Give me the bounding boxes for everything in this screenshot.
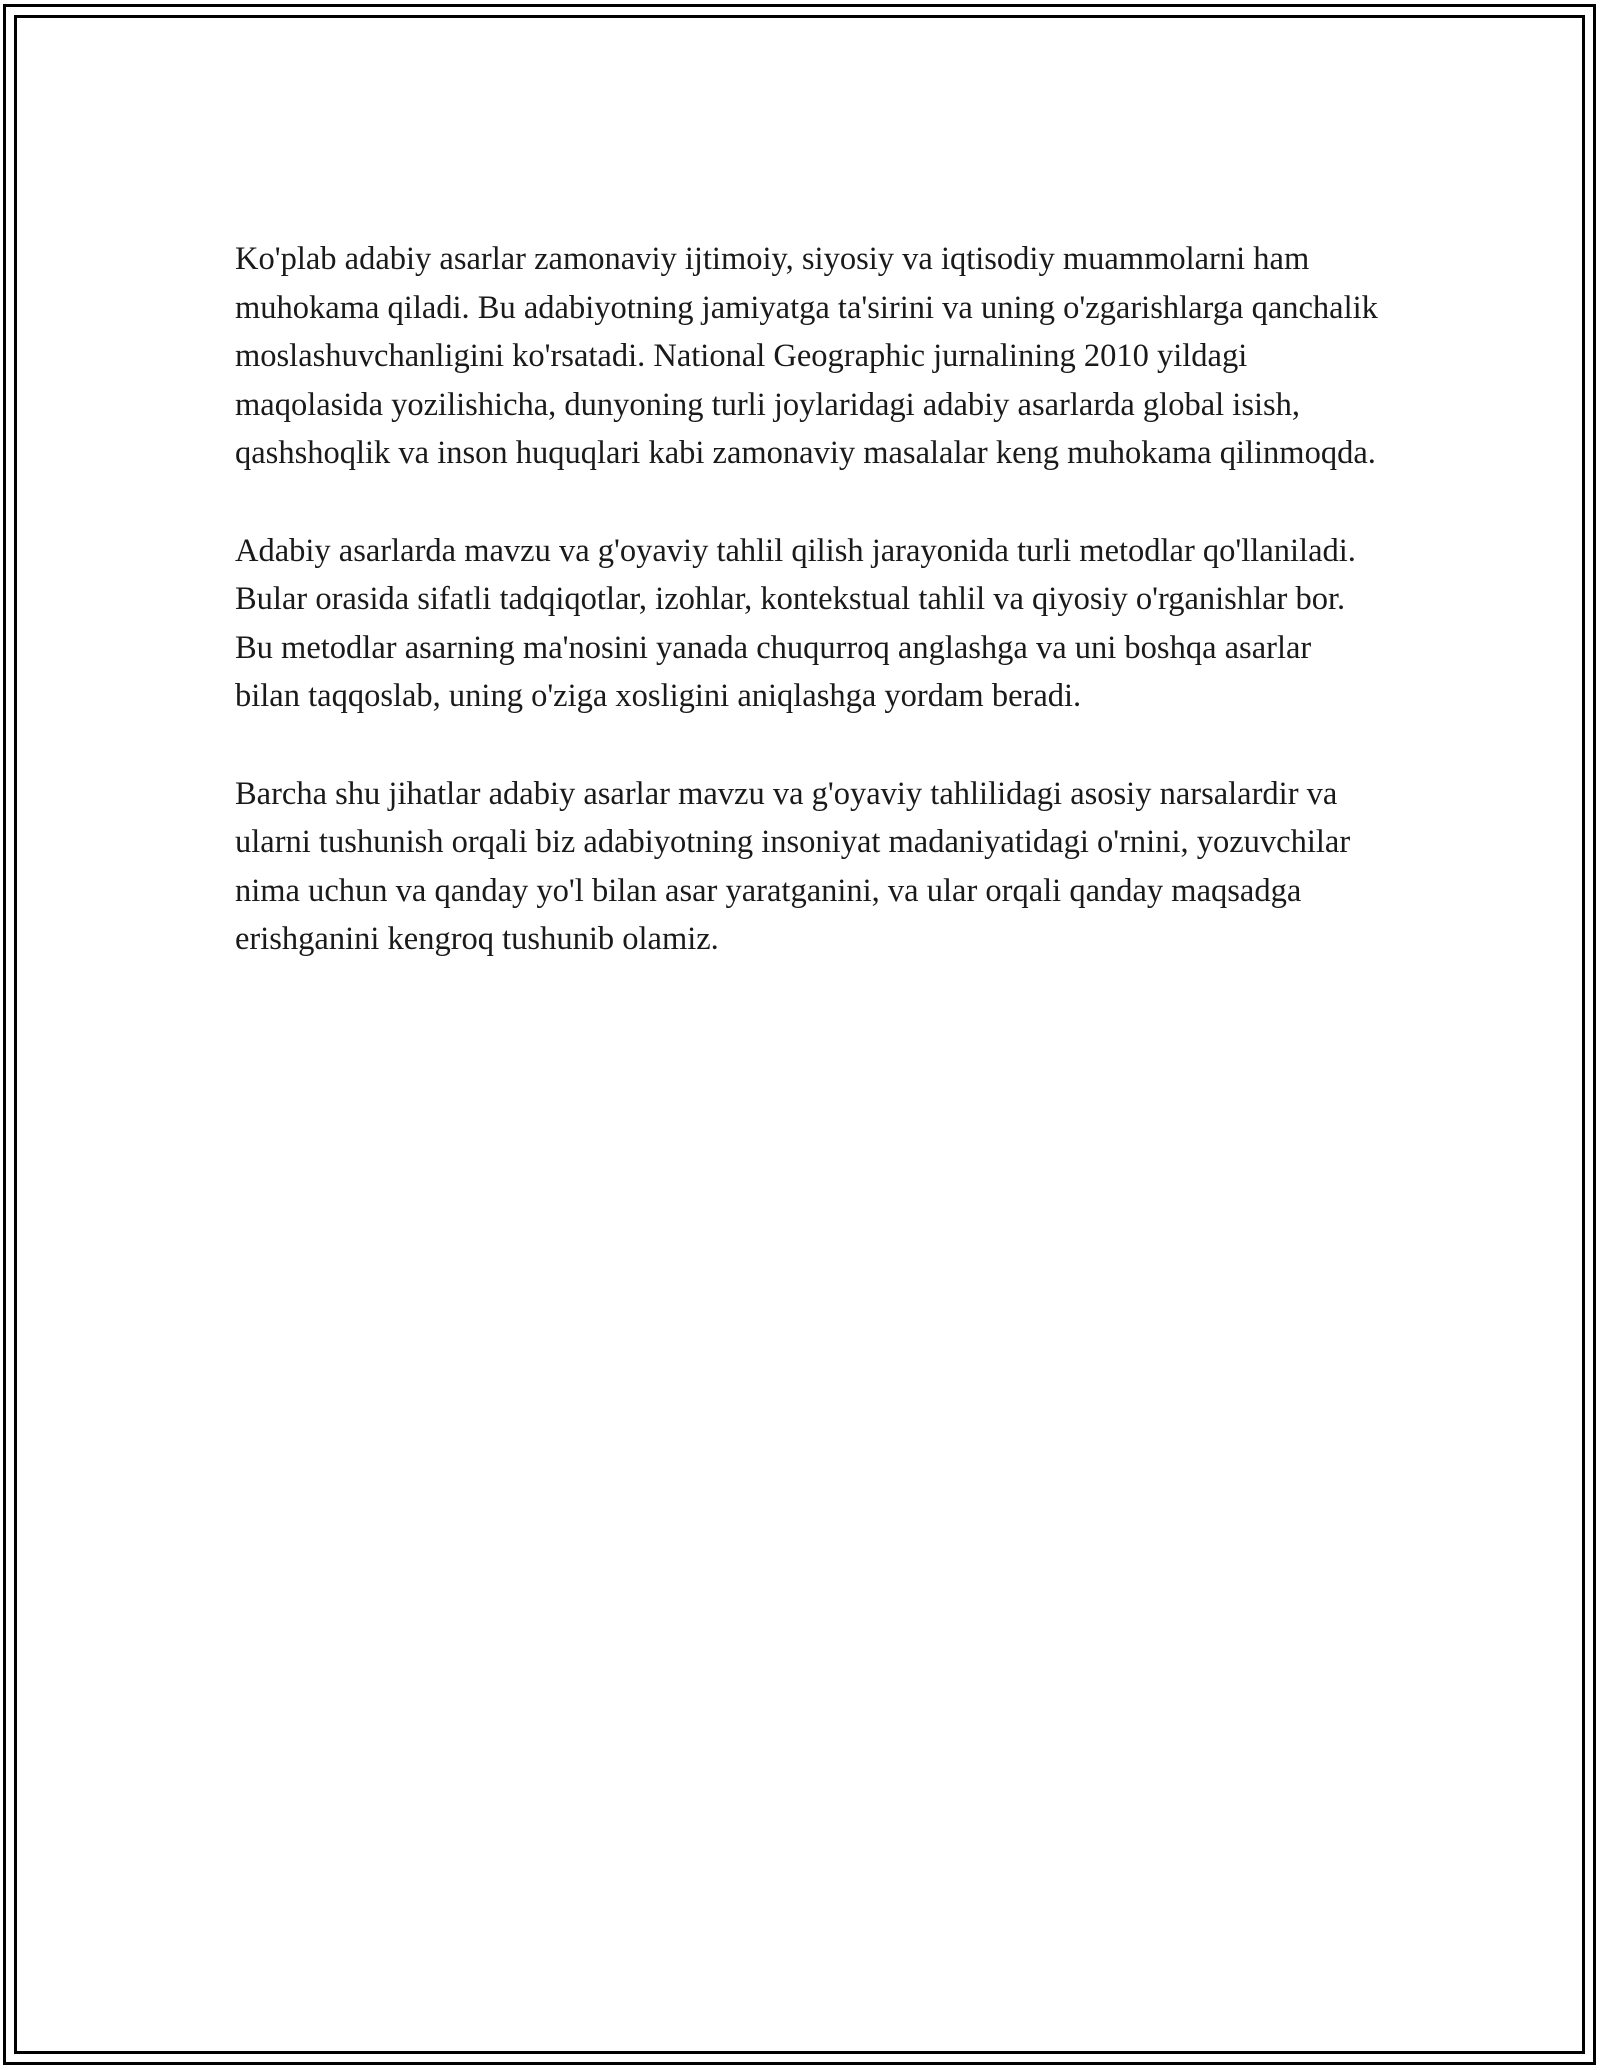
document-body bbox=[235, 235, 1380, 1013]
paragraph-3: Barcha shu jihatlar adabiy asarlar mavzu va g'oyaviy tahlilidagi asosiy narsalardir va ularni tushunish orqali biz adabiyotning insoniyat madaniyatidagi o'rnini, yozuvchilar nima uchun va qanday yo'l bilan asar yaratganini, va ular orqali qanday maqsadga erishganini kengroq tushunib olamiz. bbox=[235, 775, 1351, 958]
paragraph-2: Adabiy asarlarda mavzu va g'oyaviy tahlil qilish jarayonida turli metodlar qo'llaniladi. Bular orasida sifatli tadqiqotlar, izohlar, kontekstual tahlil va qiyosiy o'rganishlar bor. Bu metodlar asarning ma'nosini yanada chuqurroq anglashga va uni boshqa asarlar bilan taqqoslab, uning o'ziga xosligini aniqlashga yordam beradi. bbox=[235, 532, 1356, 715]
paragraph-1: Ko'plab adabiy asarlar zamonaviy ijtimoiy, siyosiy va iqtisodiy muammolarni ham muhokama qiladi. Bu adabiyotning jamiyatga ta'sirini va uning o'zgarishlarga qanchalik moslashuvchanligini ko'rsatadi. National Geographic jurnalining 2010 yildagi maqolasida yozilishicha, dunyoning turli joylaridagi adabiy asarlarda global isish, qashshoqlik va inson huquqlari kabi zamonaviy masalalar keng muhokama qilinmoqda. bbox=[235, 241, 1378, 472]
